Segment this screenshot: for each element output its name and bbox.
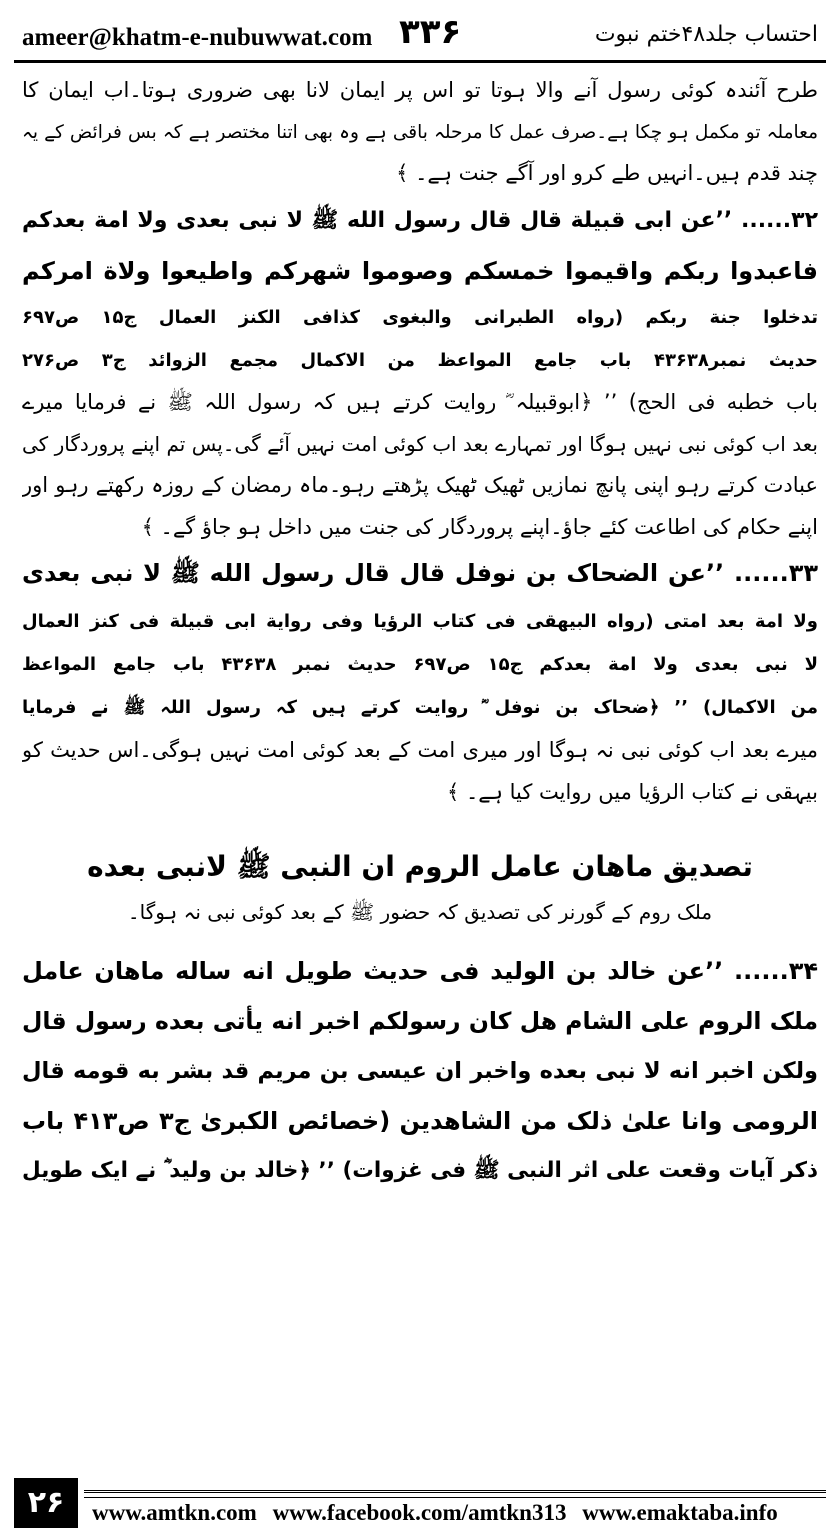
header-page-number: ۳۳۶ bbox=[399, 12, 462, 52]
reference-line: تدخلوا جنة ربکم (رواه الطبرانی والبغوی کذافی الکنز العمال ج۱۵ ص۶۹۷ bbox=[22, 307, 818, 328]
hadith-34-arabic bbox=[22, 946, 818, 1196]
footer-link-facebook[interactable]: www.facebook.com/amtkn313 bbox=[272, 1500, 567, 1525]
footer-link-emaktaba[interactable]: www.emaktaba.info bbox=[582, 1500, 778, 1525]
text-line: بیہقی نے کتاب الرؤیا میں روایت کیا ہے۔ ﴾ bbox=[447, 779, 818, 804]
footer-link-amtkn[interactable]: www.amtkn.com bbox=[92, 1500, 257, 1525]
header-book-title: احتساب جلد۴۸ختم نبوت bbox=[594, 22, 818, 47]
text-line: اپنے حکام کی اطاعت کئے جاؤ۔اپنے پروردگار کی جنت میں داخل ہو جاؤ گے۔ ﴾ bbox=[141, 514, 818, 539]
section-subheading: ملک روم کے گورنر کی تصدیق کہ حضور ﷺ کے بعد کوئی نبی نہ ہوگا۔ bbox=[127, 900, 713, 924]
arabic-line: ذکر آیات وقعت علی اثر النبی ﷺ فی غزوات) ’’ ﴿خالد بن ولید ؓ نے ایک طویل bbox=[22, 1158, 818, 1183]
arabic-line: فاعبدوا ربکم واقیموا خمسکم وصوموا شهرکم واطیعوا ولاة امرکم bbox=[22, 257, 818, 285]
hadith-32-translation bbox=[22, 382, 818, 548]
reference-line: ولا امة بعد امتی (رواه البیهقی فی کتاب الرؤیا وفی روایة ابی قبیلة فی کنز العمال bbox=[22, 611, 818, 632]
reference-line: حدیث نمبر۴۳۶۳۸ باب جامع المواعظ من الاکمال مجمع الزوائد ج۳ ص۲۷۶ bbox=[22, 350, 818, 371]
arabic-line: ۳۲...... ’’عن ابی قبیلة قال قال رسول الله ﷺ لا نبی بعدی ولا امة بعدکم bbox=[22, 208, 818, 233]
reference-line: من الاکمال) ’’ ﴿ضحاک بن نوفل ؓ روایت کرتے ہیں کہ رسول اللہ ﷺ نے فرمایا bbox=[22, 697, 818, 718]
hadith-33-arabic bbox=[22, 548, 818, 598]
header-email: ameer@khatm-e-nubuwwat.com bbox=[22, 24, 373, 51]
hadith-33-reference bbox=[22, 600, 818, 729]
text-line: بعد اب کوئی نبی نہیں ہوگا اور تمہارے بعد اب کوئی امت نہیں آئے گی۔پس تم اپنے پروردگار کی bbox=[22, 431, 818, 456]
arabic-line: ملک الروم علی الشام هل کان رسولکم اخبر انه یأتی بعده رسول قال bbox=[22, 1007, 818, 1035]
page-header bbox=[14, 10, 826, 62]
hadith-33-translation bbox=[22, 730, 818, 813]
arabic-line: ۳۳...... ’’عن الضحاک بن نوفل قال قال رسول الله ﷺ لا نبی بعدی bbox=[22, 559, 818, 587]
footer-page-number: ۲۶ bbox=[14, 1478, 78, 1528]
arabic-line: الرومی وانا علیٰ ذلک من الشاهدین (خصائص الکبریٰ ج۳ ص۴۱۳ باب bbox=[22, 1107, 818, 1135]
text-line: طرح آئندہ کوئی رسول آنے والا ہوتا تو اس پر ایمان لانا بھی ضروری ہوتا۔اب ایمان کا bbox=[22, 78, 818, 102]
footer-rule bbox=[84, 1490, 826, 1498]
hadith-32-reference bbox=[22, 296, 818, 382]
text-line: میرے بعد اب کوئی نبی نہ ہوگا اور میری امت کے بعد کوئی امت نہیں ہوگی۔اس حدیث کو bbox=[22, 738, 818, 762]
arabic-line: ۳۴...... ’’عن خالد بن الولید فی حدیث طویل انه ساله ماهان عامل bbox=[22, 957, 818, 985]
section-heading: تصدیق ماهان عامل الروم ان النبی ﷺ لانبی بعده bbox=[87, 850, 753, 883]
text-line: عبادت کرتے رہو اپنی پانچ نمازیں ٹھیک ٹھیک پڑھتے رہو۔ماہ رمضان کے روزہ رکھتے رہو اور bbox=[22, 473, 818, 497]
header-rule bbox=[14, 60, 826, 63]
intro-paragraph bbox=[22, 70, 818, 195]
text-line: باب خطبه فی الحج) ’’ ﴿ابوقبیلہ ؓ روایت کرتے ہیں کہ رسول اللہ ﷺ نے فرمایا میرے bbox=[22, 390, 818, 414]
text-line: چند قدم ہیں۔انہیں طے کرو اور آگے جنت ہے۔ ﴾ bbox=[396, 161, 818, 185]
text-line: معاملہ تو مکمل ہو چکا ہے۔صرف عمل کا مرحلہ باقی ہے وہ بھی اتنا مختصر ہے کہ بس فرائض کے یہ bbox=[22, 121, 818, 143]
footer-links bbox=[92, 1500, 826, 1526]
hadith-32-arabic bbox=[22, 196, 818, 296]
reference-line: لا نبی بعدی ولا امة بعدکم ج۱۵ ص۶۹۷ حدیث نمبر ۴۳۶۳۸ باب جامع المواعظ bbox=[22, 654, 818, 675]
arabic-line: ولکن اخبر انه لا نبی بعده واخبر ان عیسی بن مریم قد بشر به قومه قال bbox=[22, 1058, 818, 1084]
